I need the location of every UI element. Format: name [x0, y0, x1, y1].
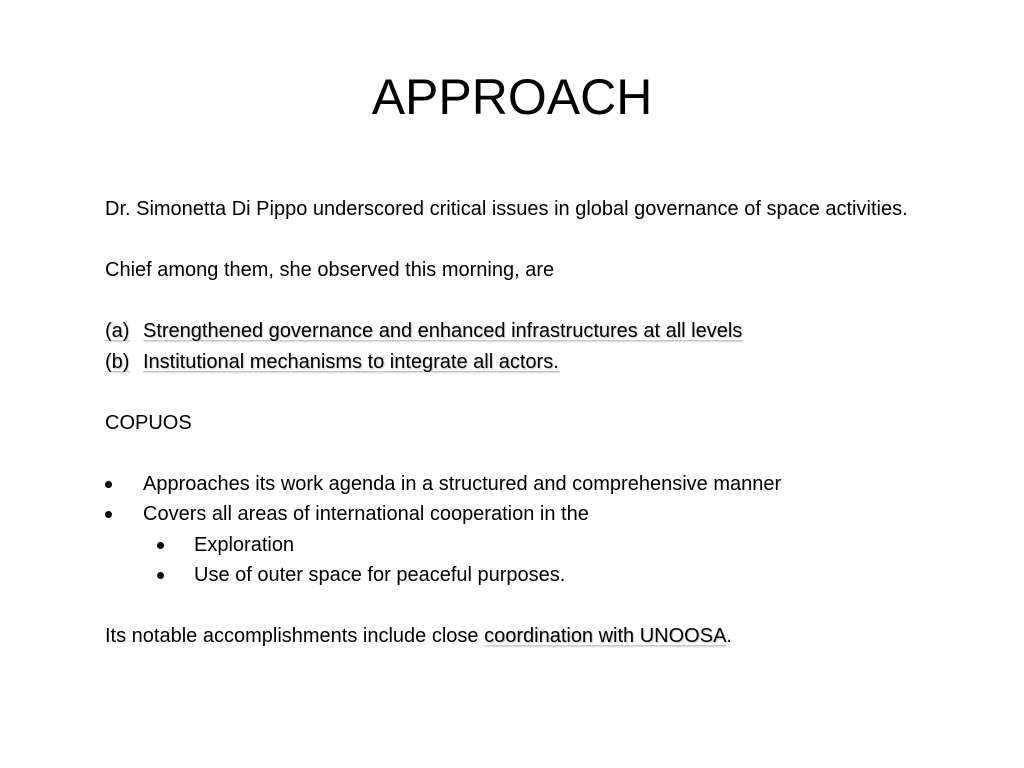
slide-title: APPROACH: [371, 69, 653, 125]
spacer: [105, 225, 945, 256]
spacer: [105, 591, 945, 622]
closing-highlight: coordination with UNOOSA: [484, 625, 727, 647]
item-marker-a: (a): [105, 320, 130, 342]
chief-line: Chief among them, she observed this morning, are: [105, 259, 555, 281]
bullet-item: [105, 469, 945, 500]
bullet-icon: [157, 542, 164, 549]
slide-body: [105, 194, 945, 652]
sub-bullet-item: [105, 530, 945, 561]
item-marker-b: (b): [105, 350, 130, 373]
section-heading: COPUOS: [105, 411, 192, 434]
spacer: [105, 438, 945, 469]
item-text-b: Institutional mechanisms to integrate all actors.: [143, 350, 559, 373]
lettered-item-a: [105, 316, 945, 347]
bullet-item: [105, 499, 945, 530]
closing-prefix: Its notable accomplishments include close: [105, 625, 485, 647]
bullet-text: Covers all areas of international cooperation in the: [143, 503, 589, 525]
sub-bullet-item: [105, 560, 945, 591]
bullet-icon: [105, 481, 112, 488]
sub-bullet-text: Exploration: [194, 533, 295, 556]
spacer: [105, 377, 945, 408]
spacer: [105, 286, 945, 317]
closing-paragraph: [105, 621, 945, 652]
intro-paragraph: Dr. Simonetta Di Pippo underscored critical issues in global governance of space activities.: [105, 198, 908, 220]
closing-suffix: .: [726, 625, 732, 647]
lettered-item-b: [105, 347, 945, 378]
item-text-a: Strengthened governance and enhanced infrastructures at all levels: [143, 320, 743, 342]
bullet-icon: [157, 572, 164, 579]
bullet-icon: [105, 511, 112, 518]
bullet-text: Approaches its work agenda in a structured and comprehensive manner: [143, 472, 782, 495]
sub-bullet-text: Use of outer space for peaceful purposes.: [194, 564, 566, 586]
